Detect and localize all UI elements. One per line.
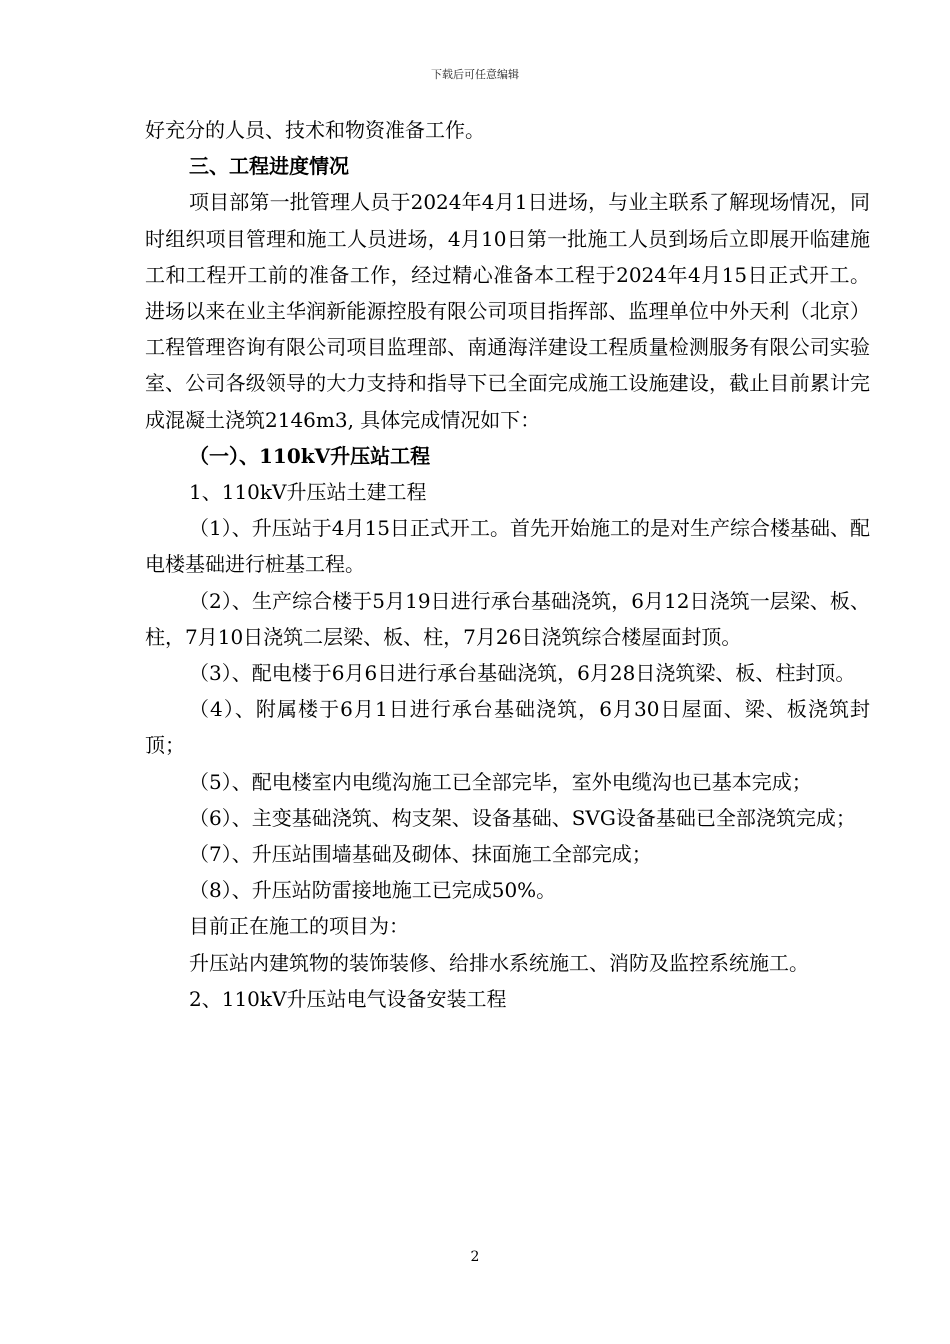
subsection-heading: （一）、110kV升压站工程 [189,443,431,468]
paragraph-current-work: 升压站内建筑物的装饰装修、给排水系统施工、消防及监控系统施工。 [189,950,809,975]
list-item: （6）、主变基础浇筑、构支架、设备基础、SVG设备基础已全部浇筑完成； [189,805,856,830]
paragraph-current-work-label: 目前正在施工的项目为： [189,914,409,939]
list-item: （1）、升压站于4月15日正式开工。首先开始施工的是对生产综合楼基础、配电楼基础进行桩基工程。 [145,516,870,577]
page-header: 下载后可任意编辑 [431,68,519,81]
paragraph-progress-overview: 项目部第一批管理人员于2024年4月1日进场，与业主联系了解现场情况，同时组织项目管理和施工人员进场，4月10日第一批施工人员到场后立即展开临建施工和工程开工前的准备工作，经过精心准备本工程于2024年4月15日正式开工。进场以来在业主华润新能源控股有限公司项目指挥部、监理单位中外天利（北京）工程管理咨询有限公司项目监理部、南通海洋建设工程质量检测服务有限公司实验室、公司各级领导的大力支持和指导下已全面完成施工设施建设，截止目前累计完成混凝土浇筑2146m3, 具体完成情况如下： [145,190,870,432]
section-heading: 三、工程进度情况 [189,154,349,179]
list-item: （3）、配电楼于6月6日进行承台基础浇筑，6月28日浇筑梁、板、柱封顶。 [189,661,856,686]
list-item: （8）、升压站防雷接地施工已完成50%。 [189,878,557,903]
list-item: （4）、附属楼于6月1日进行承台基础浇筑，6月30日屋面、梁、板浇筑封顶； [145,697,870,758]
document-body [145,112,870,1017]
item-heading-civil: 1、110kV升压站土建工程 [189,480,427,505]
list-item: （2）、生产综合楼于5月19日进行承台基础浇筑，6月12日浇筑一层梁、板、柱，7月10日浇筑二层梁、板、柱，7月26日浇筑综合楼屋面封顶。 [145,588,870,649]
list-item: （5）、配电楼室内电缆沟施工已全部完毕，室外电缆沟也已基本完成； [189,769,812,794]
item-heading-electrical: 2、110kV升压站电气设备安装工程 [189,986,507,1011]
page-number: 2 [470,1249,480,1265]
list-item: （7）、升压站围墙基础及砌体、抹面施工全部完成； [189,842,652,867]
paragraph-continuation: 好充分的人员、技术和物资准备工作。 [145,118,485,142]
